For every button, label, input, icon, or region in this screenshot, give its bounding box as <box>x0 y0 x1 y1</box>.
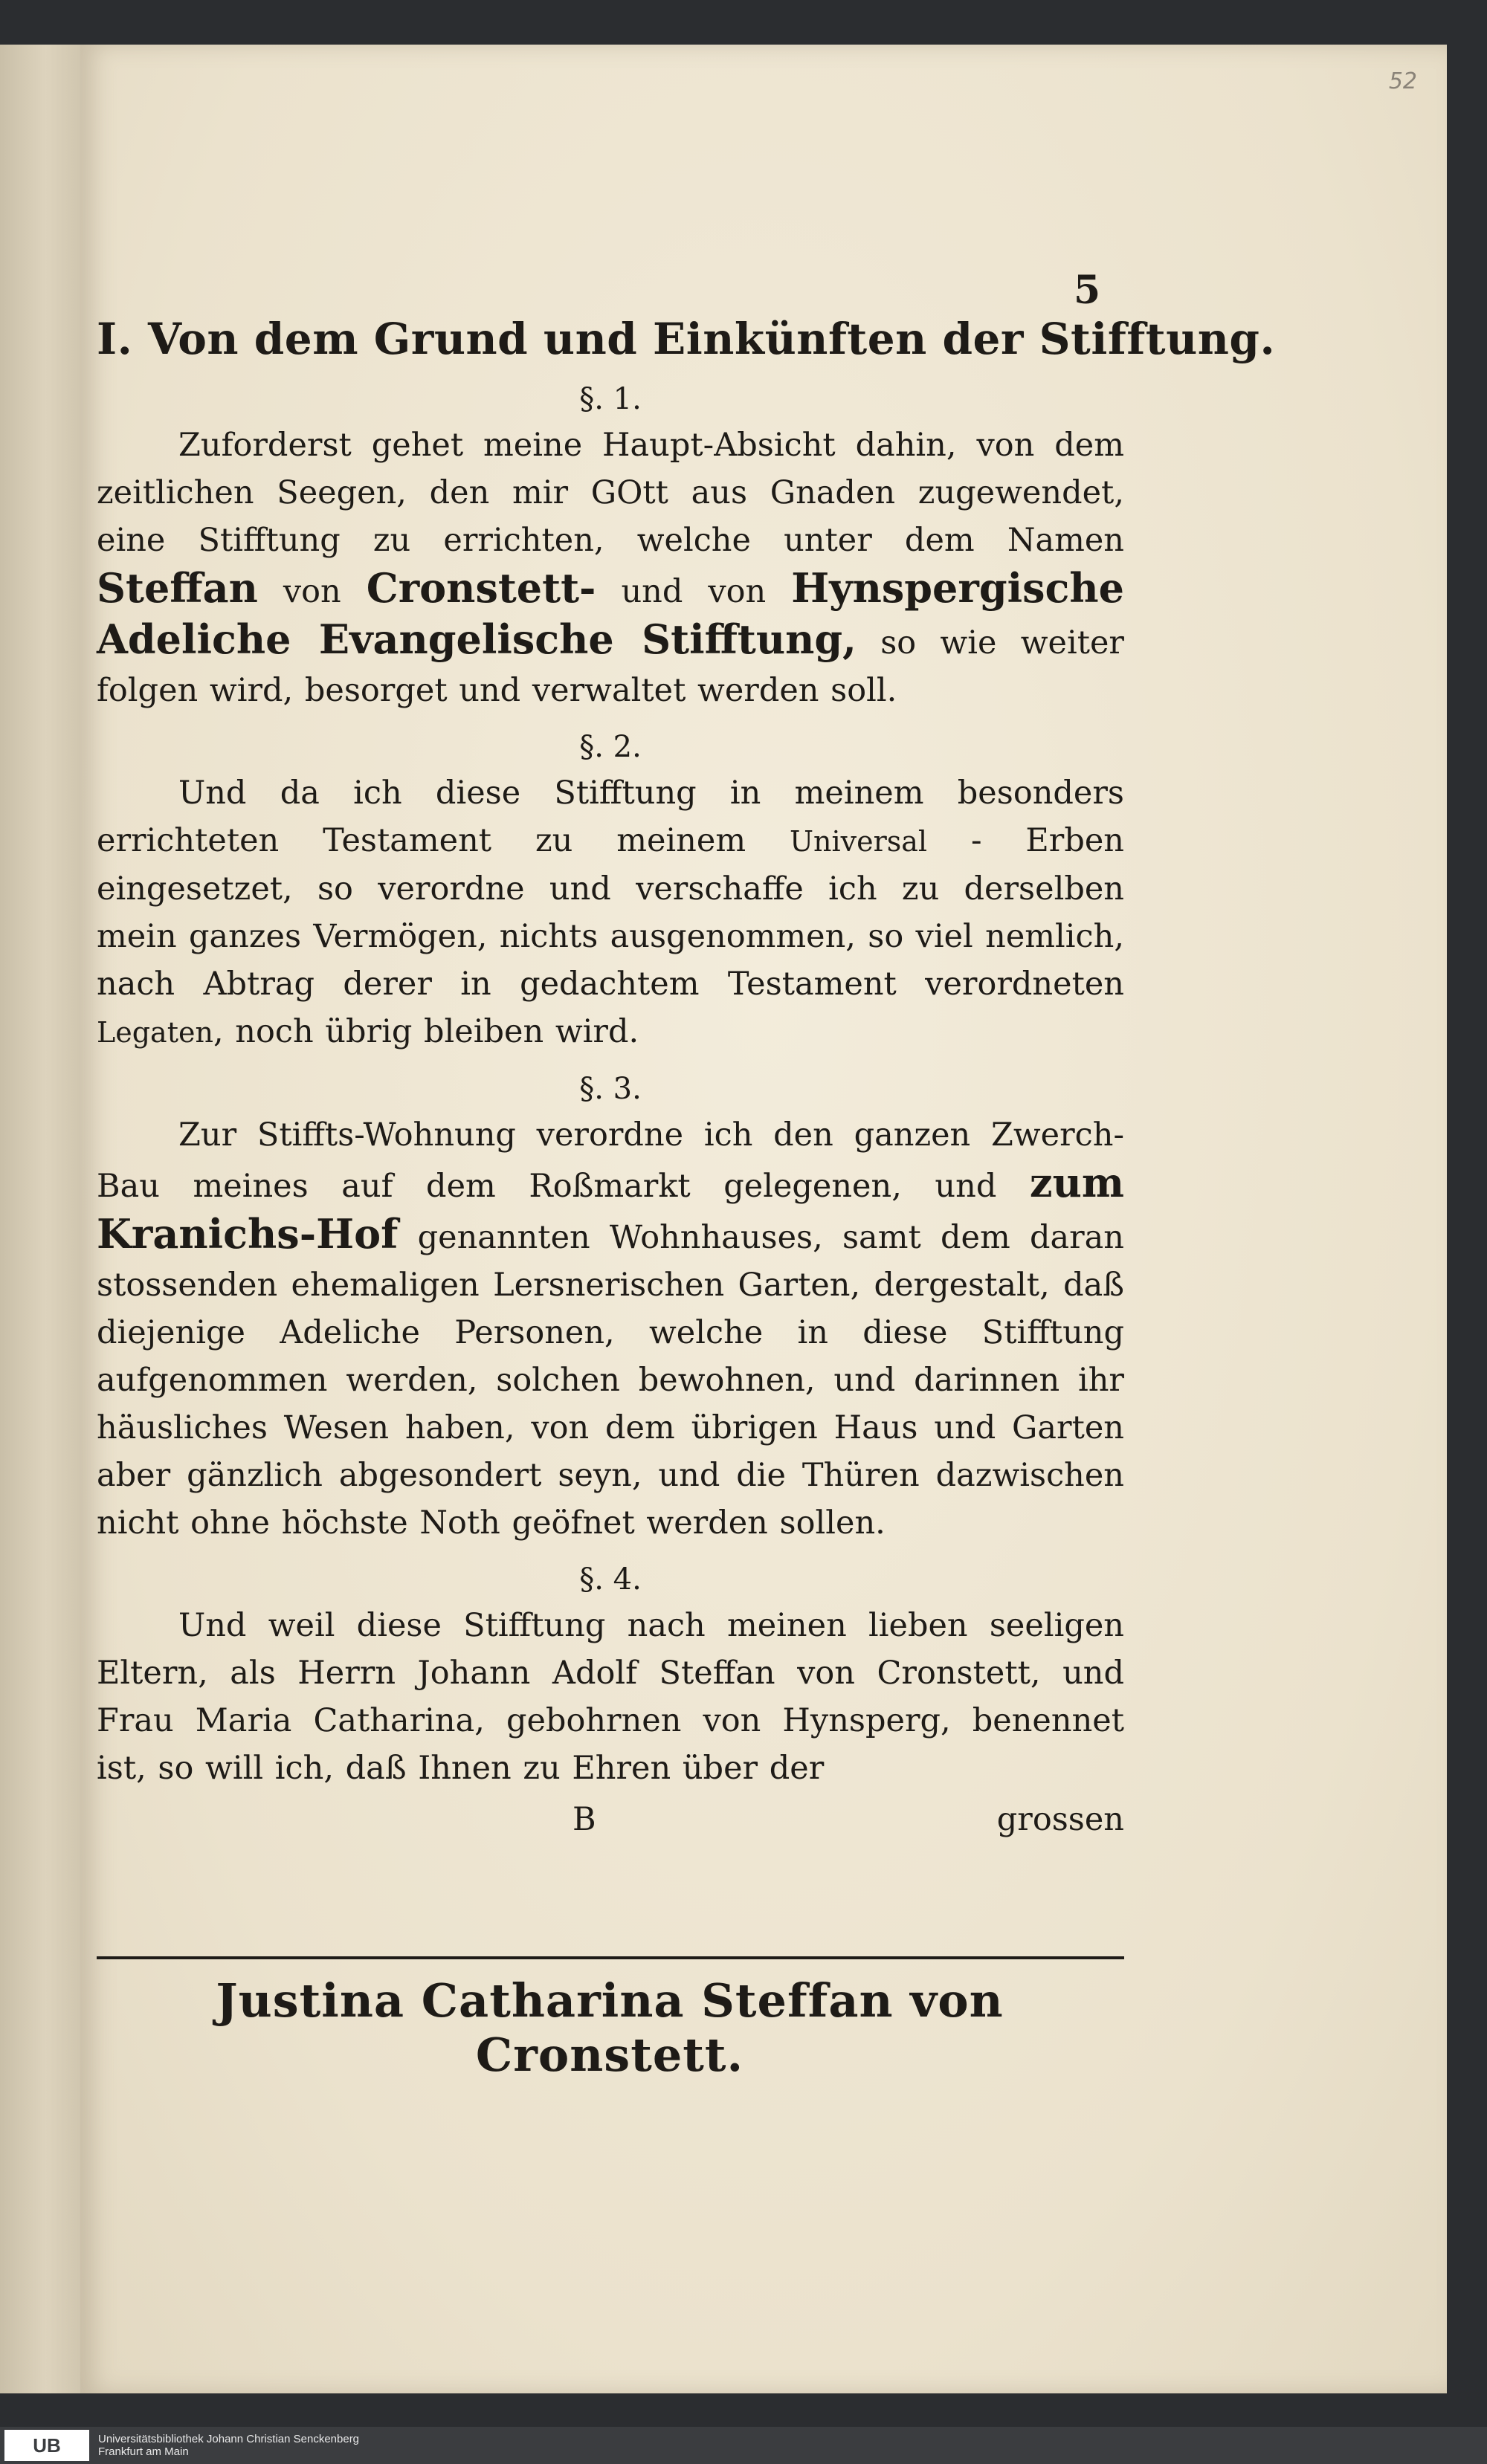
section-4-text: Und weil diese Stifftung nach meinen lieben seeligen Eltern, als Herrn Johann Adolf Steffan von Cronstett, und Frau Maria Catharina, gebohrnen von Hynsperg, benennet ist, so will ich, daß Ihnen zu Ehren über der <box>97 1606 1124 1787</box>
section-mark-3: §. 3. <box>579 1071 642 1106</box>
signature-rule <box>97 1956 1124 1959</box>
library-credit <box>98 2433 359 2458</box>
main-text <box>97 282 1276 1838</box>
catchword: grossen <box>996 1800 1124 1838</box>
adjacent-page-edge <box>0 45 86 2393</box>
section-mark-1: §. 1. <box>579 381 642 416</box>
catchline <box>97 1801 1124 1838</box>
library-logo: UB <box>4 2430 89 2461</box>
library-footer <box>0 2427 1487 2464</box>
library-name: Universitätsbibliothek Johann Christian Senckenberg <box>98 2433 360 2445</box>
signature-line: Justina Catharina Steffan von Cronstett. <box>216 1973 1004 2082</box>
section-2-text: Und da ich diese Stifftung in meinem besonders errichteten Testament zu meinem Universal - Erben eingesetzet, so verordne und verschaffe ich zu derselben mein ganzes Vermögen, nichts ausgenommen, so viel nemlich, nach Abtrag derer in gedachtem Testament verordneten Legaten, noch übrig bleiben wird. <box>97 774 1124 1050</box>
pencil-page-annotation: 52 <box>1388 68 1417 94</box>
page-number: 5 <box>1074 268 1101 313</box>
chapter-heading: I. Von dem Grund und Einkünften der Stifftung. <box>97 314 1276 364</box>
library-city: Frankfurt am Main <box>98 2445 189 2458</box>
signature-mark: B <box>572 1800 596 1838</box>
section-3-text: Zur Stiffts-Wohnung verordne ich den ganzen Zwerch-Bau meines auf dem Roßmarkt gelegenen, und zum Kranichs-Hof genannten Wohnhauses, samt dem daran stossenden ehemaligen Lersnerischen Garten, dergestalt, daß diejenige Adeliche Personen, welche in diese Stifftung aufgenommen werden, solchen bewohnen, und darinnen ihr häusliches Wesen haben, von dem übrigen Haus und Garten aber gänzlich abgesondert seyn, und die Thüren dazwischen nicht ohne höchste Noth geöfnet werden sollen. <box>97 1116 1124 1542</box>
section-mark-4: §. 4. <box>579 1562 642 1597</box>
section-mark-2: §. 2. <box>579 729 642 764</box>
section-1-text: Zuforderst gehet meine Haupt-Absicht dahin, von dem zeitlichen Seegen, den mir GOtt aus Gnaden zugewendet, eine Stifftung zu errichten, welche unter dem Namen Steffan von Cronstett- und von Hynspergische Adeliche Evangelische Stifftung, so wie weiter folgen wird, besorget und verwaltet werden soll. <box>97 426 1124 709</box>
